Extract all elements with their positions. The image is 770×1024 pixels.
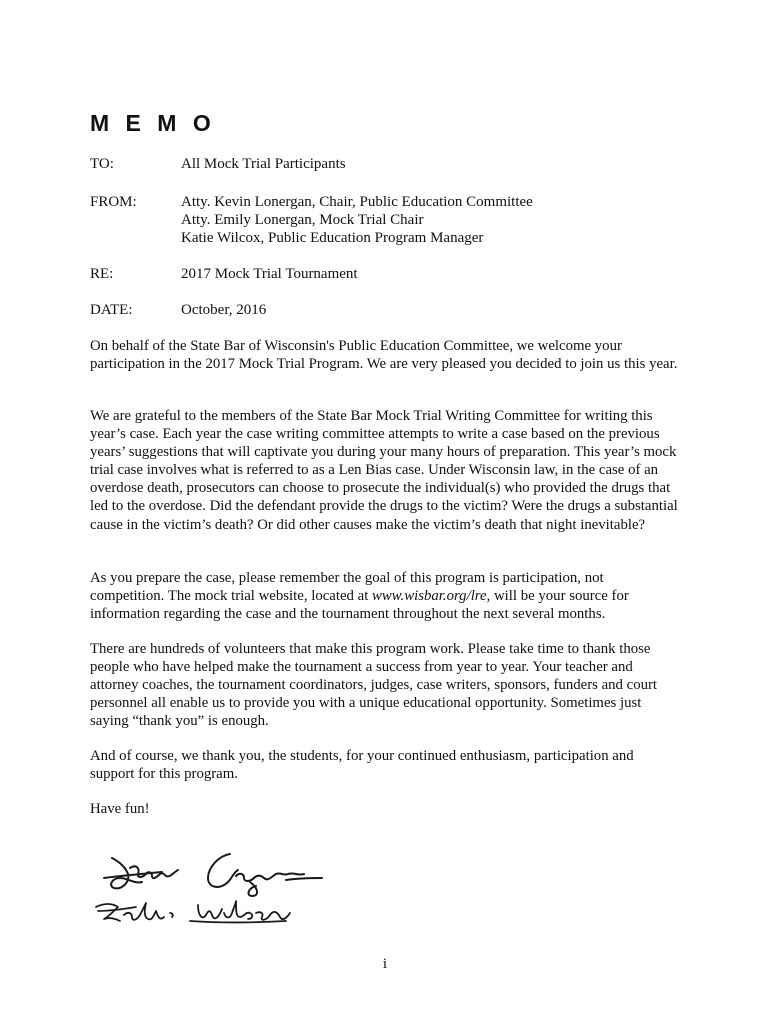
signature-katie-wilcox <box>90 893 300 933</box>
from-value <box>181 193 661 247</box>
to-label: TO: <box>90 156 114 172</box>
date-label: DATE: <box>90 302 133 318</box>
memo-title: M E M O <box>90 110 216 136</box>
from-label: FROM: <box>90 194 137 210</box>
paragraph-welcome: On behalf of the State Bar of Wisconsin's Public Education Committee, we welcome your participation in the 2017 Mock Trial Program. We are very pleased you decided to join us this year. <box>90 338 678 373</box>
signature-kevin-lonergan <box>90 838 330 900</box>
from-line-2: Atty. Emily Lonergan, Mock Trial Chair <box>181 212 424 228</box>
from-line-1: Atty. Kevin Lonergan, Chair, Public Education Committee <box>181 194 533 210</box>
re-label: RE: <box>90 266 114 282</box>
paragraph-website <box>90 569 680 623</box>
paragraph-thanks: And of course, we thank you, the students, for your continued enthusiasm, participation and support for this program. <box>90 748 634 783</box>
paragraph-volunteers: There are hundreds of volunteers that make this program work. Please take time to thank those people who have helped make the tournament a success from year to year. Your teacher and attorney coaches, the tournament coordinators, judges, case writers, sponsors, funders and court personnel all enable us to provide you with a unique educational opportunity. Sometimes just saying “thank you” is enough. <box>90 641 658 730</box>
re-value: 2017 Mock Trial Tournament <box>181 266 358 282</box>
paragraph-closing: Have fun! <box>90 801 150 817</box>
paragraph-case: We are grateful to the members of the State Bar Mock Trial Writing Committee for writing this year’s case. Each year the case writing committee attempts to write a case based on the previous years’ suggestions that will captivate you during your many hours of preparation. This year’s mock trial case involves what is referred to as a Len Bias case. Under Wisconsin law, in the case of an overdose death, prosecutors can choose to prosecute the individual(s) who provided the drugs that led to the overdose. Did the defendant provide the drugs to the victim? Were the drugs a substantial cause in the victim’s death? Or did other causes make the victim’s death that night inevitable? <box>90 408 678 533</box>
from-line-3: Katie Wilcox, Public Education Program Manager <box>181 230 484 246</box>
website-text-after: , will be your source for information regarding the case and the tournament throughout the next several months. <box>90 588 629 623</box>
website-text-before: As you prepare the case, please remember the goal of this program is participation, not competition. The mock trial website, located at <box>90 570 604 605</box>
website-link[interactable]: www.wisbar.org/lre <box>372 588 487 605</box>
to-value: All Mock Trial Participants <box>181 156 346 172</box>
date-value: October, 2016 <box>181 302 267 318</box>
page-number: i <box>382 956 388 972</box>
